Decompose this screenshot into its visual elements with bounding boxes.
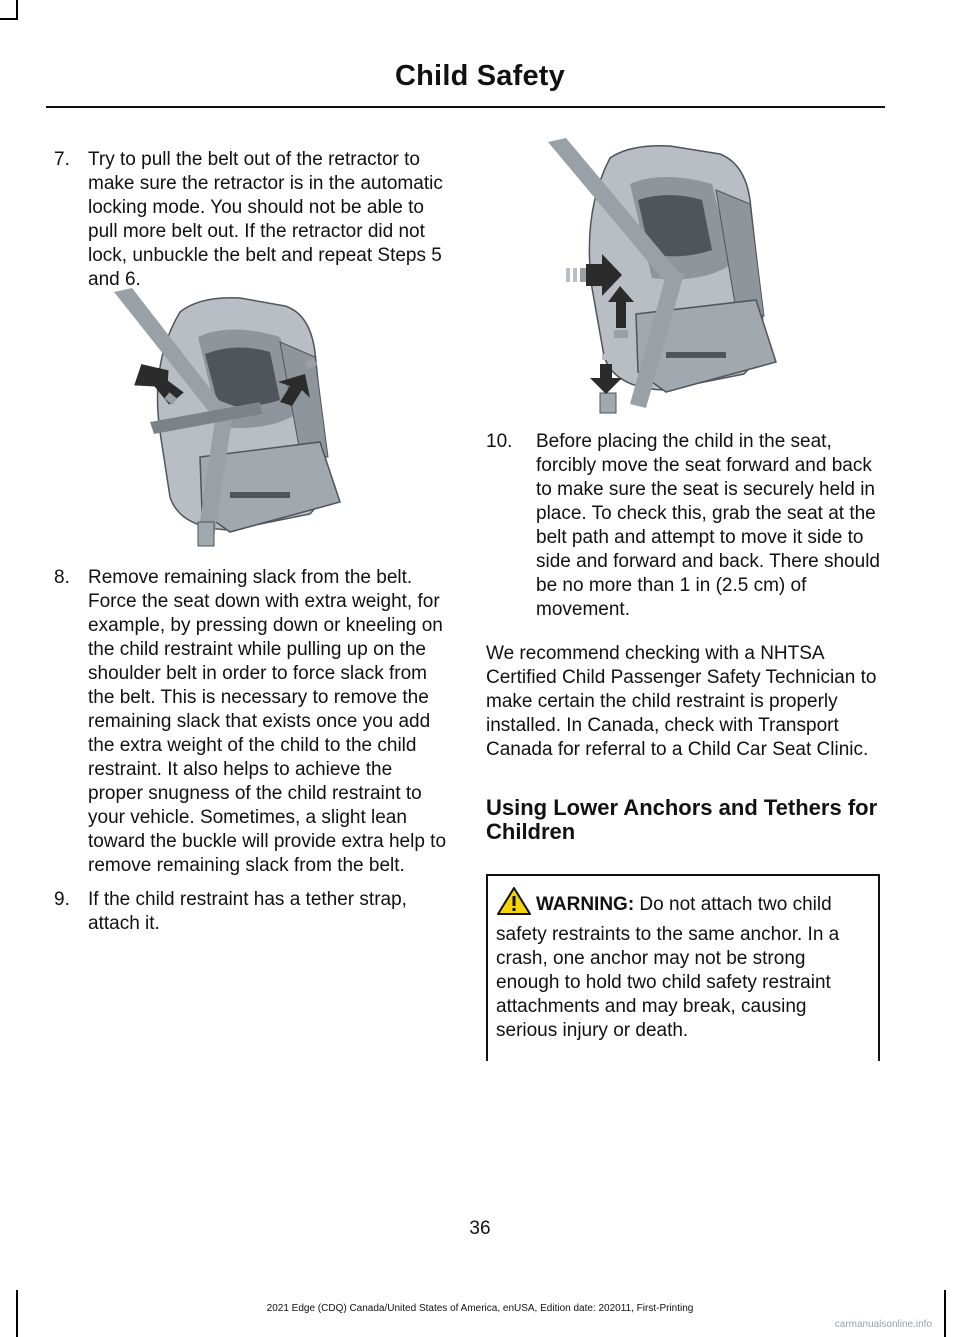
step-9 (54, 888, 448, 936)
step-text: If the child restraint has a tether strap, attach it. (88, 889, 407, 934)
step-number: 7. (54, 149, 70, 170)
watermark: carmanualsonline.info (834, 1319, 932, 1330)
step-number: 8. (54, 567, 70, 588)
step-text: Try to pull the belt out of the retractor to make sure the retractor is in the automatic locking mode. You should not be able to pull more belt out. If the retractor did not lock, unbuckle the belt and repeat Steps 5 and 6. (88, 149, 443, 290)
step-text: Before placing the child in the seat, forcibly move the seat forward and back to make sure the seat is securely held in place. To check this, grab the seat at the belt path and attempt to move it side to side and forward and back. There should be no more than 1 in (2.5 cm) of movement. (536, 431, 880, 620)
warning-triangle-icon (496, 886, 532, 923)
recommendation-paragraph: We recommend checking with a NHTSA Certified Child Passenger Safety Technician to make certain the child restraint is properly installed. In Canada, check with Transport Canada for referral to a Child Car Seat Clinic. (486, 643, 877, 760)
page-title: Child Safety (395, 60, 565, 92)
right-column (486, 430, 880, 1061)
seat-illustration-2 (540, 138, 790, 414)
warning-text: Do not attach two child safety restraints to the same anchor. In a crash, one anchor may not be strong enough to hold two child safety restraint attachments and may break, causing serious injury or death. (496, 894, 840, 1041)
crop-mark (0, 18, 18, 20)
header-divider (46, 106, 885, 108)
step-7 (54, 148, 448, 292)
left-column-lower (54, 566, 448, 946)
page-number: 36 (469, 1218, 491, 1239)
warning-box (486, 874, 880, 1061)
crop-mark (16, 0, 18, 20)
section-heading: Using Lower Anchors and Tethers for Children (486, 795, 878, 844)
step-text: Remove remaining slack from the belt. Force the seat down with extra weight, for example, by pressing down or kneeling on the child restraint while pulling up on the shoulder belt in order to force slack from the belt. This is necessary to remove the remaining slack that exists once you add the extra weight of the child to the child restraint. It also helps to achieve the proper snugness of the child restraint to your vehicle. Sometimes, a slight lean toward the buckle will provide extra help to remove remaining slack from the belt. (88, 567, 447, 876)
left-column (54, 148, 448, 302)
step-number: 9. (54, 889, 70, 910)
footer-edition: 2021 Edge (CDQ) Canada/United States of America, enUSA, Edition date: 202011, First-Printing (266, 1303, 694, 1314)
step-10 (486, 430, 880, 622)
step-number: 10. (486, 431, 513, 452)
seat-illustration-1 (110, 282, 360, 550)
step-8 (54, 566, 448, 878)
warning-label: WARNING: (536, 894, 635, 915)
